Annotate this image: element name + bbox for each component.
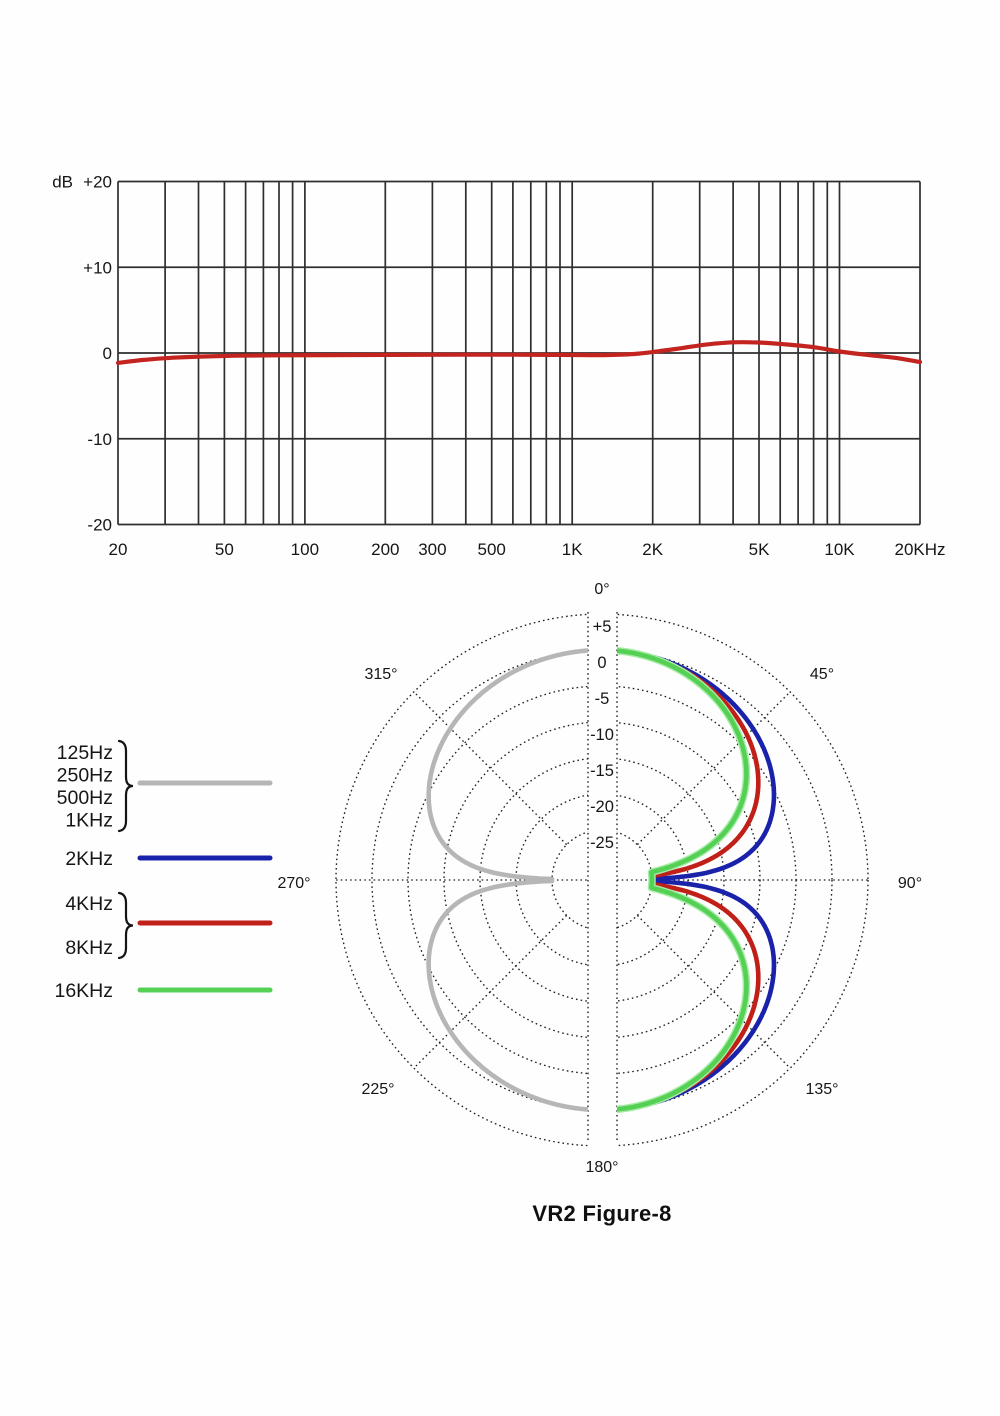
fr-y-tick: -10	[87, 429, 112, 449]
fr-x-tick: 10K	[824, 540, 855, 559]
angle-label: 45°	[809, 666, 835, 683]
fr-x-tick: 1K	[561, 540, 583, 559]
ring-label: -10	[590, 726, 614, 744]
fr-x-tick: 100	[290, 540, 320, 559]
polar-diagonal	[414, 692, 567, 845]
fr-x-tick: 200	[371, 540, 400, 559]
ring-label: 0	[597, 654, 607, 672]
fr-axis-labels	[52, 173, 945, 560]
angle-label: 315°	[364, 666, 398, 683]
fr-y-tick: +10	[83, 258, 112, 278]
legend-label: 250Hz	[56, 764, 113, 787]
polar-diagonal	[637, 915, 790, 1068]
legend-brace	[119, 741, 133, 831]
fr-x-tick: 20KHz	[894, 540, 946, 559]
polar-pattern-chart	[54, 581, 922, 1176]
fr-y-tick: 0	[102, 344, 112, 363]
fr-x-tick: 2K	[642, 540, 664, 559]
fr-y-tick: -20	[87, 515, 112, 535]
ring-label: -25	[590, 834, 614, 852]
angle-label: 270°	[277, 875, 311, 892]
polar-curves	[429, 650, 774, 1110]
fr-x-tick: 300	[418, 540, 447, 559]
ring-label: +5	[592, 618, 612, 636]
legend-label: 1KHz	[65, 809, 113, 832]
polar-diagonal	[637, 692, 790, 845]
fr-x-tick: 500	[477, 540, 506, 559]
legend-label: 125Hz	[56, 742, 113, 764]
polar-ring-labels	[590, 618, 614, 852]
frequency-response-chart	[52, 173, 945, 560]
angle-label: 90°	[897, 875, 923, 892]
fr-x-tick: 5K	[748, 540, 770, 559]
ring-label: -15	[590, 762, 614, 780]
ring-label: -5	[594, 690, 610, 708]
fr-ylabel: dB	[52, 172, 73, 192]
legend-label: 8KHz	[65, 937, 113, 959]
angle-label: 180°	[585, 1159, 619, 1176]
fr-x-tick: 50	[214, 540, 234, 559]
legend-label: 16KHz	[54, 980, 113, 1002]
angle-label: 0°	[594, 581, 610, 598]
angle-label: 135°	[805, 1081, 839, 1098]
legend-label: 2KHz	[65, 848, 113, 870]
angle-label: 225°	[361, 1081, 395, 1098]
legend-label: 4KHz	[65, 893, 113, 915]
fr-x-tick: 20	[108, 540, 128, 559]
ring-label: -20	[590, 798, 614, 816]
legend-brace	[119, 893, 133, 958]
legend-label: 500Hz	[56, 787, 113, 809]
polar-chart-title: VR2 Figure-8	[532, 1201, 672, 1226]
legend	[54, 741, 270, 1002]
fr-y-tick: +20	[83, 172, 112, 192]
